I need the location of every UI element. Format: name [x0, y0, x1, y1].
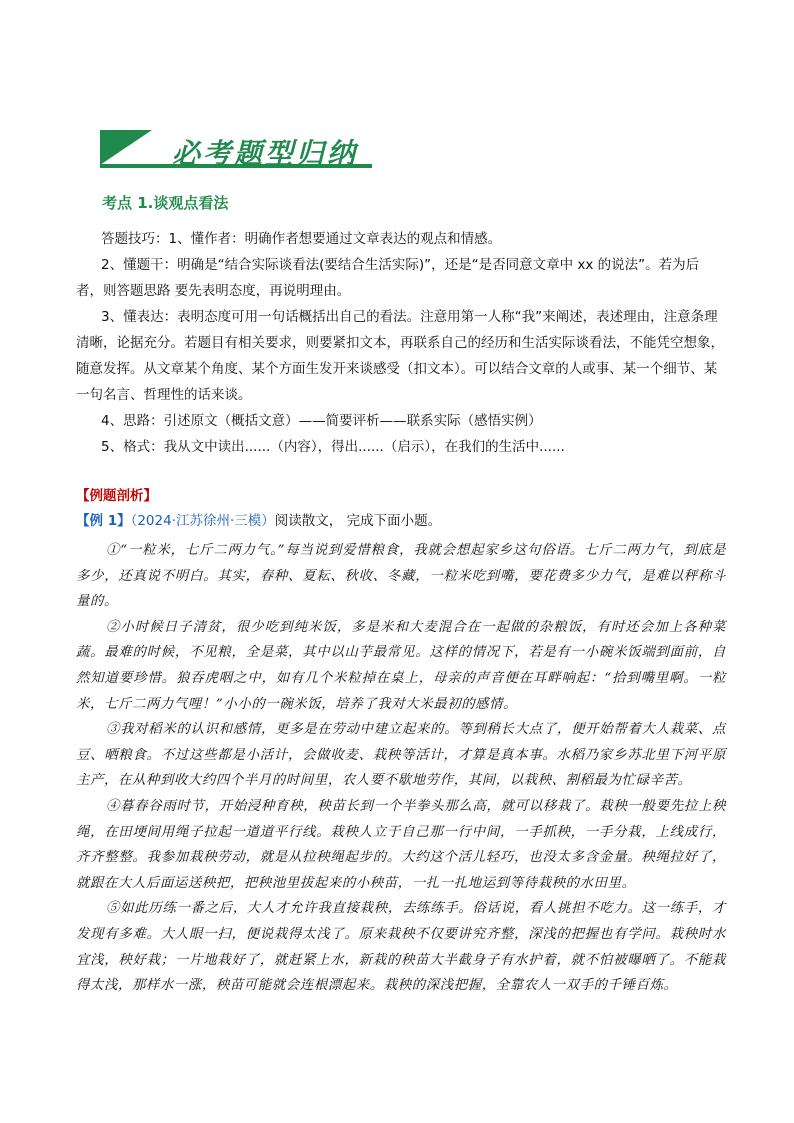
tip-item: 2、懂题干：明确是“结合实际谈看法(要结合生活实际)”，还是“是否同意文章中 xx 的说法”。若为后者，则答题思路 要先表明态度，再说明理由。	[76, 257, 700, 299]
essay-paragraph: ②小时候日子清贫，很少吃到纯米饭，多是米和大麦混合在一起做的杂粮饭，有时还会加上各种菜蔬。最难的时候，不见粮，全是菜，其中以山芋最常见。这样的情况下，若是有一小碗米饭端到面前，自然知道要珍惜。狼吞虎咽之中，如有几个米粒掉在桌上，母亲的声音便在耳畔响起：“拾到嘴里啊。一粒米，七斤二两力气哩！”小小的一碗米饭，培养了我对大米最初的感情。	[76, 619, 726, 712]
kaodian-heading: 考点 1.谈观点看法	[102, 194, 229, 212]
example-header	[76, 509, 441, 529]
banner-title: 必考题型归纳	[172, 137, 359, 170]
essay-paragraph: ⑤如此历练一番之后，大人才允许我直接栽秧，去练练手。俗话说，看人挑担不吃力。这一练手，才发现有多难。大人眼一扫，便说栽得太浅了。原来栽秧不仅要讲究齐整，深浅的把握也有学问。栽秧时水宜浅，秧好栽；一片地栽好了，就赶紧上水，新栽的秧苗大半截身子有水护着，就不怕被曝晒了。不能栽得太浅，那样水一涨，秧苗可能就会连根漂起来。栽秧的深浅把握，全靠农人一双手的千锤百炼。	[76, 901, 726, 994]
example-source: （2024·江苏徐州·三模）	[130, 513, 275, 529]
essay-body	[76, 538, 726, 999]
tip-item: 3、懂表达：表明态度可用一句话概括出自己的看法。注意用第一人称“我”来阐述，表述理由，注意条理清晰，论据充分。若题目有相关要求，则要紧扣文本，再联系自己的经历和生活实际谈看法，不能凭空想象，随意发挥。从文章某个角度、某个方面生发开来谈感受（扣文本）。可以结合文章的人或事、某一个细节、某一句名言、哲理性的话来谈。	[76, 309, 724, 403]
tip-intro: 答题技巧：1、懂作者：明确作者想要通过文章表达的观点和情感。	[101, 231, 502, 247]
essay-paragraph: ①“一粒米，七斤二两力气。”每当说到爱惜粮食，我就会想起家乡这句俗语。七斤二两力气，到底是多少，还真说不明白。其实，春种、夏耘、秋收、冬藏，一粒米吃到嘴，要花费多少力气，是难以秤称斗量的。	[76, 543, 726, 610]
essay-paragraph: ④暮春谷雨时节，开始浸种育秧，秧苗长到一个半拳头那么高，就可以移栽了。栽秧一般要先拉上秧绳，在田埂间用绳子拉起一道道平行线。栽秧人立于自己那一行中间，一手抓秧，一手分栽，上线成行，齐齐整整。我参加栽秧劳动，就是从拉秧绳起步的。大约这个活儿轻巧，也没太多含金量。秧绳拉好了，就跟在大人后面运送秧把，把秧池里拔起来的小秧苗，一扎一扎地运到等待栽秧的水田里。	[76, 798, 726, 891]
answer-tips	[76, 226, 726, 460]
tip-item: 4、思路：引述原文（概括文意）——简要评析——联系实际（感悟实例）	[101, 413, 542, 429]
example-section-label: 【例题剖析】	[76, 488, 157, 504]
essay-paragraph: ③我对稻米的认识和感情，更多是在劳动中建立起来的。等到稍长大点了，便开始帮着大人栽菜、点豆、晒粮食。不过这些都是小活计，会做收麦、栽秧等活计，才算是真本事。水稻乃家乡苏北里下河平原主产，在从种到收大约四个半月的时间里，农人要不歇地劳作，其间，以栽秧、割稻最为忙碌辛苦。	[76, 722, 726, 789]
example-instruction: 阅读散文， 完成下面小题。	[274, 513, 442, 529]
example-tag: 【例 1】	[76, 513, 131, 529]
tip-item: 5、格式：我从文中读出......（内容），得出......（启示），在我们的生活中......	[101, 439, 565, 455]
section-banner	[100, 130, 372, 170]
banner-triangle	[100, 130, 152, 165]
